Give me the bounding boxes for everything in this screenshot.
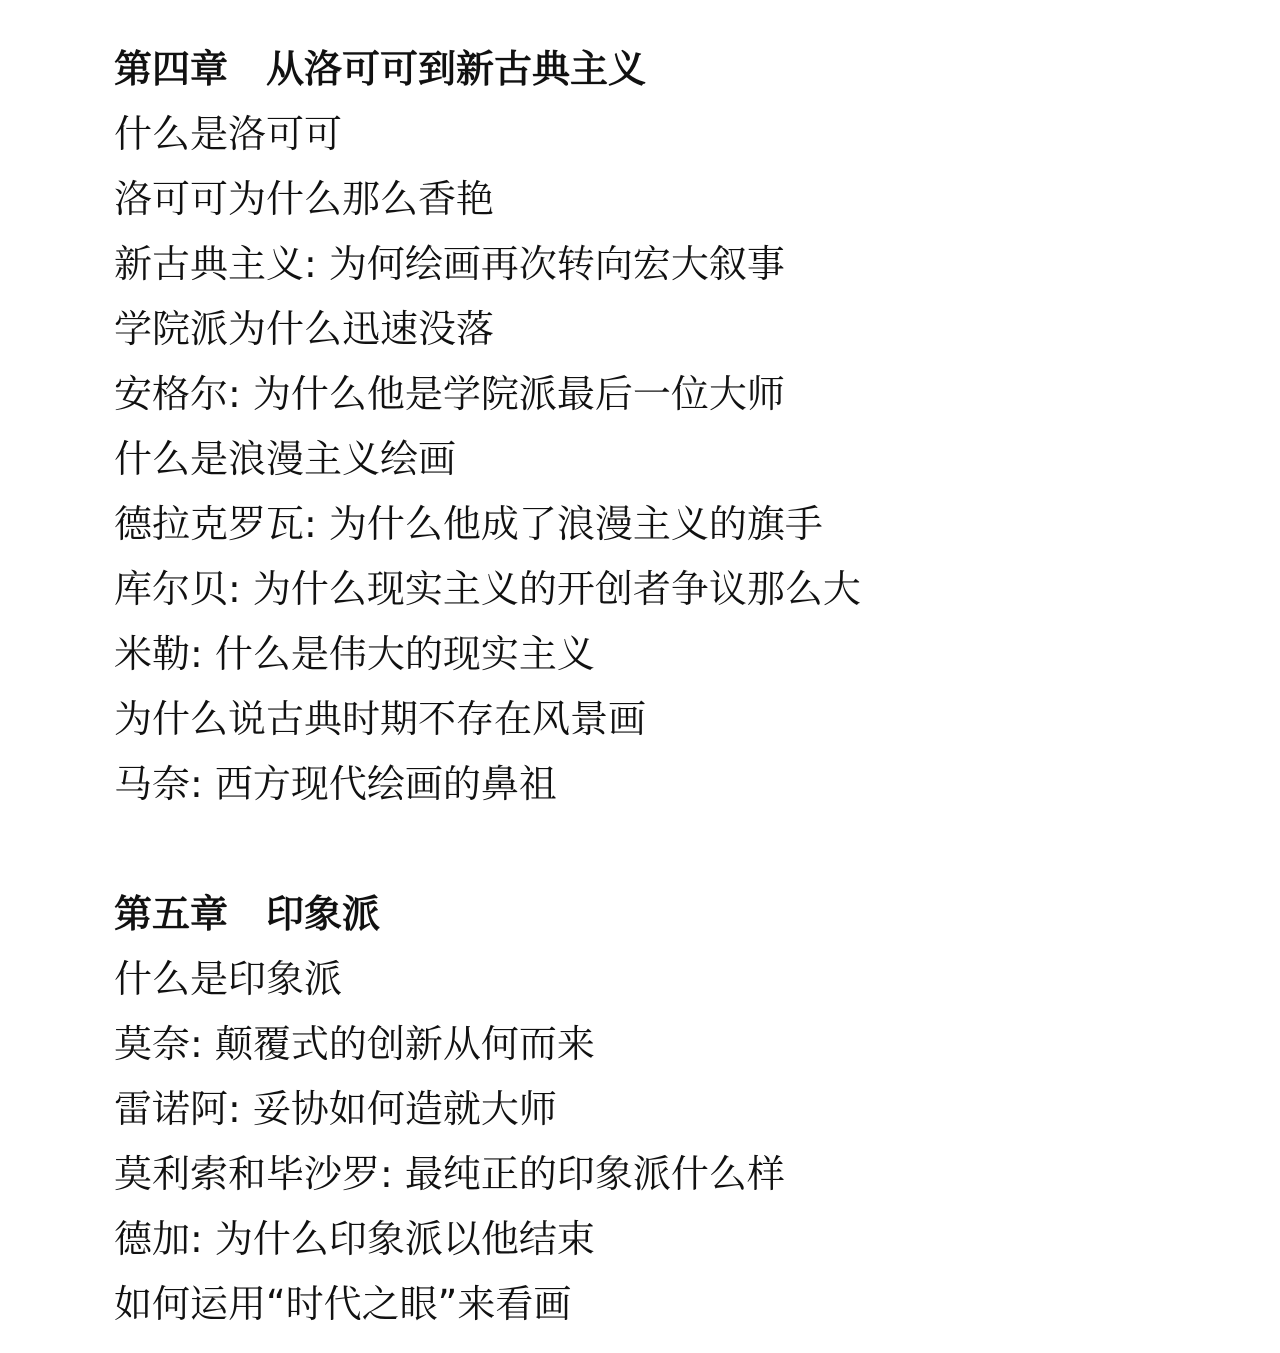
toc-entry: 莫利索和毕沙罗: 最纯正的印象派什么样 bbox=[114, 1152, 785, 1196]
toc-entry: 雷诺阿: 妥协如何造就大师 bbox=[114, 1087, 557, 1131]
toc-entry: 马奈: 西方现代绘画的鼻祖 bbox=[114, 762, 557, 806]
chapter-5 bbox=[114, 882, 1214, 1337]
chapter-title: 第四章 从洛可可到新古典主义 bbox=[114, 47, 647, 91]
toc-entry: 什么是浪漫主义绘画 bbox=[114, 437, 457, 481]
toc-entry: 为什么说古典时期不存在风景画 bbox=[114, 697, 647, 741]
toc-entry: 如何运用“时代之眼”来看画 bbox=[114, 1282, 572, 1326]
toc-entry: 什么是洛可可 bbox=[114, 112, 343, 156]
toc-entry: 米勒: 什么是伟大的现实主义 bbox=[114, 632, 595, 676]
toc-entry: 洛可可为什么那么香艳 bbox=[114, 177, 495, 221]
toc-entry: 什么是印象派 bbox=[114, 957, 343, 1001]
chapter-entries bbox=[114, 947, 1214, 1337]
toc-entry: 学院派为什么迅速没落 bbox=[114, 307, 495, 351]
chapter-4 bbox=[114, 37, 1214, 817]
chapter-title: 第五章 印象派 bbox=[114, 892, 381, 936]
chapter-entries bbox=[114, 102, 1214, 817]
toc-entry: 安格尔: 为什么他是学院派最后一位大师 bbox=[114, 372, 785, 416]
toc-entry: 库尔贝: 为什么现实主义的开创者争议那么大 bbox=[114, 567, 861, 611]
toc-entry: 莫奈: 颠覆式的创新从何而来 bbox=[114, 1022, 595, 1066]
toc-entry: 德加: 为什么印象派以他结束 bbox=[114, 1217, 595, 1261]
table-of-contents bbox=[114, 37, 1214, 1337]
toc-entry: 新古典主义: 为何绘画再次转向宏大叙事 bbox=[114, 242, 785, 286]
toc-entry: 德拉克罗瓦: 为什么他成了浪漫主义的旗手 bbox=[114, 502, 823, 546]
